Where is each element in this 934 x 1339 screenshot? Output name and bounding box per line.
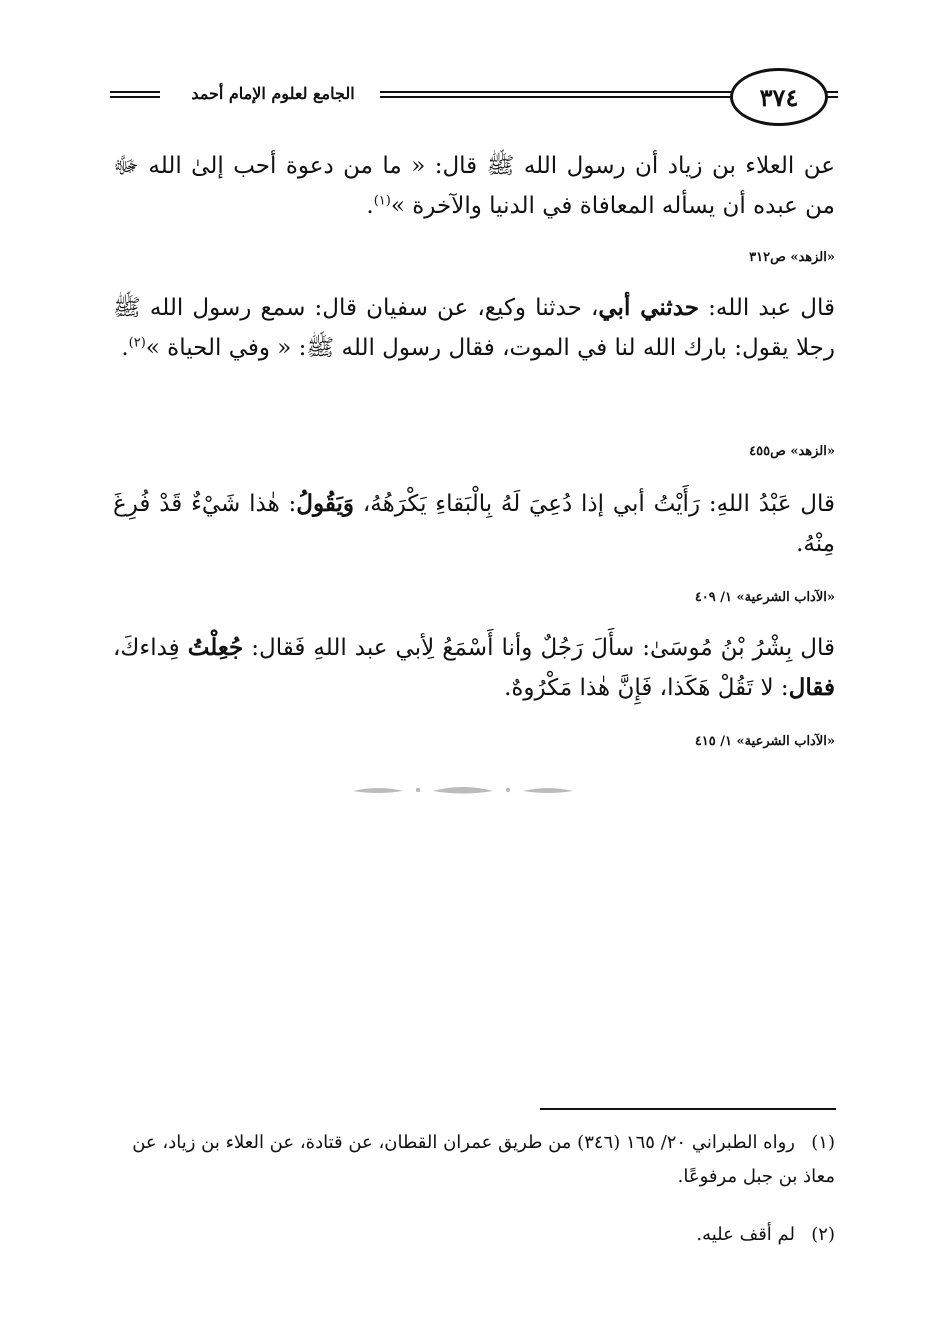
footnote-2-text: لم أقف عليه. — [696, 1224, 795, 1245]
entry-2-source: «الزهد» ص٤٥٥ — [749, 444, 835, 459]
footnote-2-number: (٢) — [811, 1224, 835, 1245]
entry-2-body-a: قال عبد الله: — [699, 295, 835, 321]
entry-1-text — [113, 146, 835, 226]
entry-1-source: «الزهد» ص٣١٢ — [749, 250, 835, 265]
entry-3-bold: وَيَقُولُ — [296, 490, 355, 517]
entry-3-text — [113, 484, 835, 564]
book-title: الجامع لعلوم الإمام أحمد — [170, 84, 376, 103]
footnote-1-text: رواه الطبراني ٢٠/ ١٦٥ (٣٤٦) من طريق عمران القطان، عن قتادة، عن العلاء بن زياد، عن معاذ بن جبل مرفوعًا. — [132, 1132, 835, 1187]
entry-1-end: . — [366, 193, 374, 219]
footnote-rule — [540, 1108, 836, 1110]
entry-3-body-b: : هٰذا شَيْءٌ قَدْ فُرِغَ مِنْهُ. — [113, 491, 835, 557]
entry-4-bold-b: فقال — [788, 674, 835, 701]
footnote-1-number: (١) — [811, 1132, 835, 1153]
footnote-ref-2[interactable]: (٢) — [128, 335, 146, 351]
divider-ornament-icon — [348, 782, 578, 798]
entry-4-source: «الآداب الشرعية» ١/ ٤١٥ — [694, 734, 835, 749]
entry-3-source: «الآداب الشرعية» ١/ ٤٠٩ — [694, 590, 835, 605]
entry-2-text — [113, 288, 835, 368]
header-rule-left — [110, 91, 160, 98]
footnote-ref-1[interactable]: (١) — [373, 193, 391, 209]
entry-4-body-c: : لا تَقُلْ هَكَذا، فَإِنَّ هٰذا مَكْرُوهٌ. — [504, 675, 789, 701]
entry-3-body-a: قال عَبْدُ اللهِ: رَأَيْتُ أبي إذا دُعِيَ لَهُ بِالْبَقاءِ يَكْرَهُهُ، — [354, 491, 835, 517]
entry-2-body-b: ، حدثنا وكيع، عن سفيان قال: سمع رسول الله ﷺ رجلا يقول: بارك الله لنا في الموت، فقال رسول الله ﷺ: « وفي الحياة » — [113, 295, 835, 361]
header-rule-middle — [380, 91, 732, 98]
footnote-1 — [113, 1126, 835, 1194]
entry-4-text — [113, 628, 835, 708]
page-number: ٣٧٤ — [730, 68, 828, 126]
entry-2-end: . — [121, 335, 129, 361]
footnote-2 — [113, 1218, 835, 1252]
entry-4-body-b: فِداءكَ، — [113, 635, 188, 661]
entry-1-body: عن العلاء بن زياد أن رسول الله ﷺ قال: « ما من دعوة أحب إلىٰ الله ﷻ من عبده أن يسأله المعافاة في الدنيا والآخرة » — [113, 153, 835, 219]
page-header — [110, 60, 838, 130]
entry-2-bold: حدثني أبي — [598, 294, 699, 321]
entry-4-body-a: قال بِشْرُ بْنُ مُوسَىٰ: سأَلَ رَجُلٌ وأنا أَسْمَعُ لِأبي عبد اللهِ فَقال: — [243, 635, 835, 661]
entry-4-bold-a: جُعِلْتُ — [187, 634, 244, 661]
